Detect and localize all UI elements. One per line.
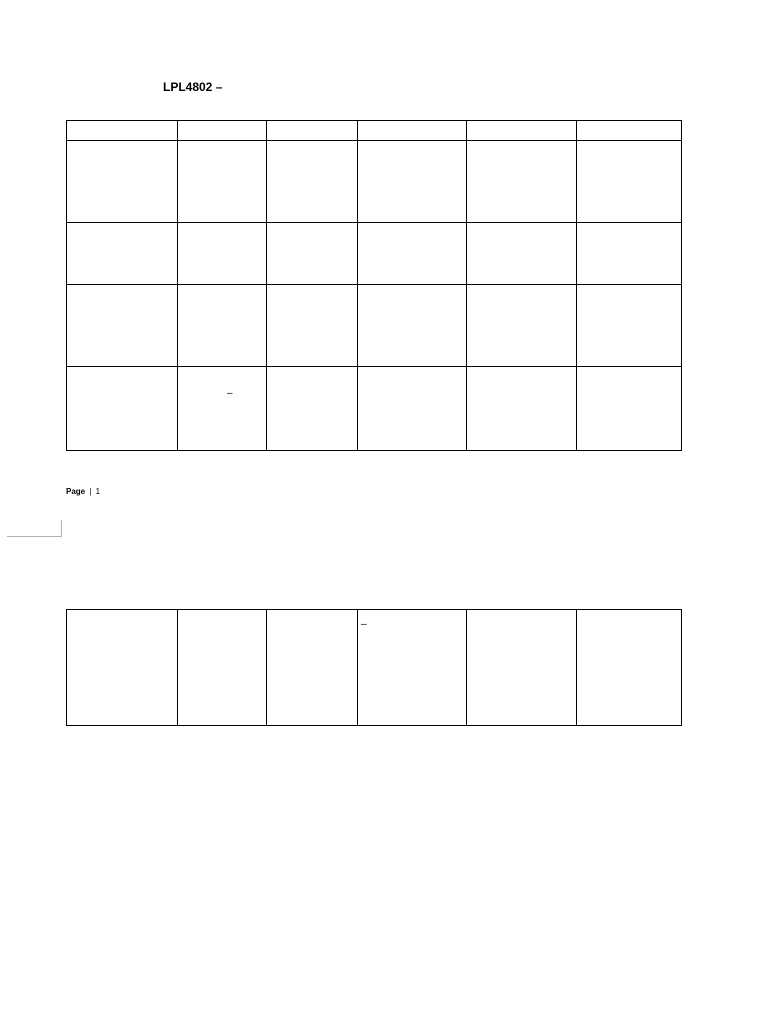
table-cell[interactable]: [178, 141, 267, 223]
table-cell[interactable]: [67, 121, 178, 141]
table-cell[interactable]: [267, 121, 358, 141]
table-cell[interactable]: [577, 121, 682, 141]
continued-table: [66, 609, 682, 726]
table-cell[interactable]: [67, 285, 178, 367]
table-cell[interactable]: [178, 121, 267, 141]
table-row: [67, 141, 682, 223]
table-cell[interactable]: [267, 610, 358, 726]
table-cell[interactable]: [358, 610, 467, 726]
table-cell[interactable]: [67, 610, 178, 726]
table-cell[interactable]: [467, 141, 577, 223]
page-separator: |: [89, 487, 92, 496]
table-cell[interactable]: [577, 223, 682, 285]
table-cell[interactable]: [467, 121, 577, 141]
cell-dash-mark: –: [227, 388, 233, 399]
page-corner-mark: [7, 520, 62, 537]
table-cell[interactable]: [178, 610, 267, 726]
table-cell[interactable]: [358, 285, 467, 367]
document-title: LPL4802 –: [163, 80, 223, 94]
table-row: [67, 121, 682, 141]
table-cell[interactable]: [267, 367, 358, 451]
table-row: [67, 367, 682, 451]
table-cell[interactable]: [267, 285, 358, 367]
table-cell[interactable]: [178, 367, 267, 451]
table-cell[interactable]: [67, 141, 178, 223]
table-cell[interactable]: [467, 367, 577, 451]
table-cell[interactable]: [467, 285, 577, 367]
page-footer: [66, 487, 100, 496]
table-cell[interactable]: [358, 223, 467, 285]
table-cell[interactable]: [67, 367, 178, 451]
cell-dash-mark: –: [361, 619, 367, 630]
table-cell[interactable]: [358, 141, 467, 223]
table-cell[interactable]: [358, 121, 467, 141]
table-cell[interactable]: [577, 610, 682, 726]
table-row: [67, 610, 682, 726]
table-cell[interactable]: [577, 285, 682, 367]
page-number: 1: [95, 487, 101, 496]
page-label: Page: [66, 487, 86, 496]
table-cell[interactable]: [67, 223, 178, 285]
table-cell[interactable]: [267, 141, 358, 223]
table-cell[interactable]: [577, 367, 682, 451]
table-cell[interactable]: [467, 610, 577, 726]
table-cell[interactable]: [358, 367, 467, 451]
table-cell[interactable]: [577, 141, 682, 223]
table-cell[interactable]: [178, 223, 267, 285]
schedule-table: [66, 120, 682, 451]
table-row: [67, 285, 682, 367]
table-cell[interactable]: [178, 285, 267, 367]
table-cell[interactable]: [267, 223, 358, 285]
table-row: [67, 223, 682, 285]
table-cell[interactable]: [467, 223, 577, 285]
